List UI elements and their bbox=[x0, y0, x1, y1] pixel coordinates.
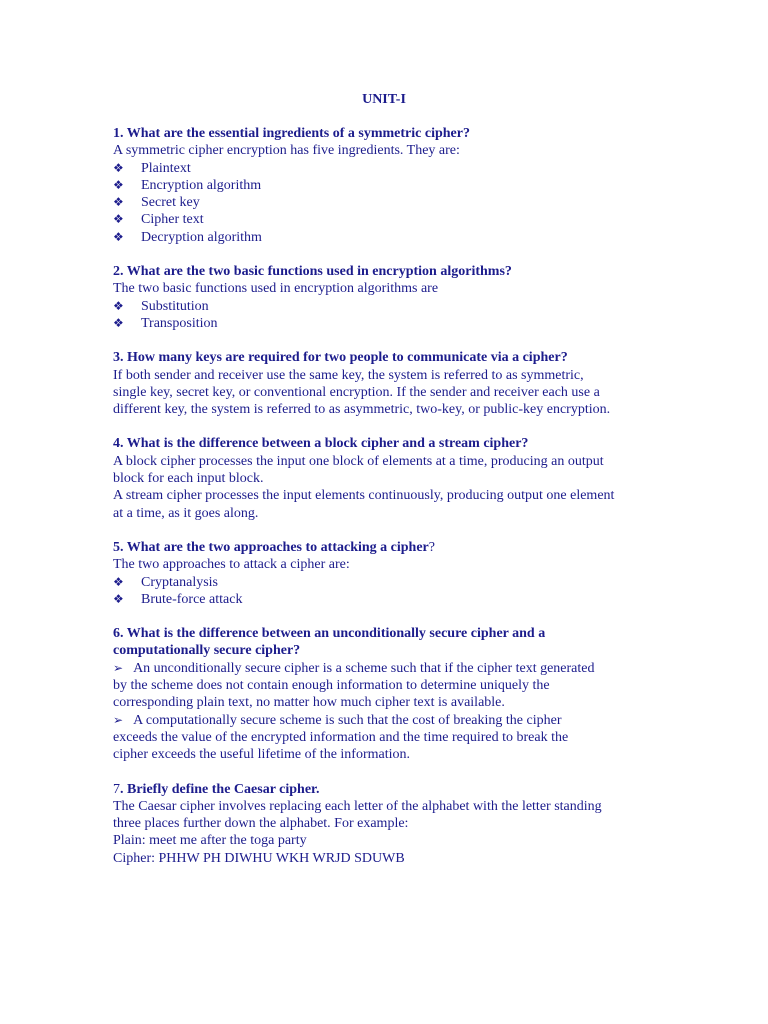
answer-line: by the scheme does not contain enough information to determine uniquely the bbox=[113, 678, 550, 694]
list-item bbox=[113, 194, 673, 211]
question-2-section bbox=[113, 263, 673, 332]
answer-line: cipher exceeds the useful lifetime of the information. bbox=[113, 747, 411, 763]
diamond-bullet-icon: ❖ bbox=[113, 298, 124, 313]
list-item-label: Cryptanalysis bbox=[141, 574, 218, 590]
answer-line: exceeds the value of the encrypted information and the time required to break the bbox=[113, 729, 569, 745]
answer-line: The Caesar cipher involves replacing each letter of the alphabet with the letter standing bbox=[113, 798, 602, 814]
question-3-section bbox=[113, 349, 673, 418]
list-item bbox=[113, 591, 673, 608]
question-3-heading: 3. How many keys are required for two people to communicate via a cipher? bbox=[113, 350, 568, 366]
question-7-number: 7 bbox=[113, 781, 120, 797]
answer-line: block for each input block. bbox=[113, 471, 264, 487]
answer-text: A computationally secure scheme is such that the cost of breaking the cipher bbox=[133, 712, 562, 728]
list-item-label: Substitution bbox=[141, 298, 209, 314]
question-7-text: . Briefly define the Caesar cipher. bbox=[120, 781, 320, 797]
list-item-label: Secret key bbox=[141, 195, 200, 211]
list-item-label: Decryption algorithm bbox=[141, 229, 262, 245]
diamond-bullet-icon: ❖ bbox=[113, 574, 124, 589]
list-item bbox=[113, 160, 673, 177]
answer-line bbox=[113, 660, 673, 677]
answer-line: different key, the system is referred to as asymmetric, two-key, or public-key encryption. bbox=[113, 402, 611, 418]
question-5-text: 5. What are the two approaches to attacking a cipher bbox=[113, 539, 429, 555]
question-1-intro: A symmetric cipher encryption has five ingredients. They are: bbox=[113, 143, 460, 159]
diamond-bullet-icon: ❖ bbox=[113, 591, 124, 606]
list-item-label: Plaintext bbox=[141, 160, 191, 176]
answer-line: A stream cipher processes the input elements continuously, producing output one element bbox=[113, 488, 615, 504]
answer-line: If both sender and receiver use the same key, the system is referred to as symmetric, bbox=[113, 367, 584, 383]
question-6-heading-line2: computationally secure cipher? bbox=[113, 643, 301, 659]
question-5-heading bbox=[113, 539, 673, 556]
question-2-intro: The two basic functions used in encryption algorithms are bbox=[113, 281, 439, 297]
document-body bbox=[113, 125, 673, 884]
answer-line: Cipher: PHHW PH DIWHU WKH WRJD SDUWB bbox=[113, 850, 405, 866]
question-6-section bbox=[113, 625, 673, 763]
question-2-heading: 2. What are the two basic functions used in encryption algorithms? bbox=[113, 264, 512, 280]
answer-text: An unconditionally secure cipher is a scheme such that if the cipher text generated bbox=[133, 660, 595, 676]
answer-line bbox=[113, 712, 673, 729]
arrowhead-bullet-icon: ➢ bbox=[113, 660, 124, 675]
answer-line: single key, secret key, or conventional encryption. If the sender and receiver each use a bbox=[113, 384, 600, 400]
page-title: UNIT-I bbox=[362, 92, 406, 107]
arrowhead-bullet-icon: ➢ bbox=[113, 712, 124, 727]
question-4-heading: 4. What is the difference between a block cipher and a stream cipher? bbox=[113, 436, 529, 452]
list-item-label: Encryption algorithm bbox=[141, 177, 262, 193]
question-1-heading: 1. What are the essential ingredients of a symmetric cipher? bbox=[113, 126, 470, 141]
diamond-bullet-icon: ❖ bbox=[113, 229, 124, 244]
diamond-bullet-icon: ❖ bbox=[113, 195, 124, 210]
answer-line: at a time, as it goes along. bbox=[113, 505, 259, 521]
answer-line: corresponding plain text, no matter how much cipher text is available. bbox=[113, 695, 505, 711]
question-5-mark: ? bbox=[428, 539, 435, 555]
question-5-section bbox=[113, 539, 673, 608]
diamond-bullet-icon: ❖ bbox=[113, 212, 124, 227]
diamond-bullet-icon: ❖ bbox=[113, 315, 124, 330]
list-item bbox=[113, 298, 673, 315]
list-item bbox=[113, 211, 673, 228]
diamond-bullet-icon: ❖ bbox=[113, 177, 124, 192]
question-1-section bbox=[113, 125, 673, 246]
list-item bbox=[113, 574, 673, 591]
question-7-section bbox=[113, 781, 673, 867]
diamond-bullet-icon: ❖ bbox=[113, 160, 124, 175]
list-item bbox=[113, 177, 673, 194]
list-item bbox=[113, 315, 673, 332]
question-7-heading bbox=[113, 781, 673, 798]
list-item-label: Brute-force attack bbox=[141, 591, 243, 607]
list-item bbox=[113, 229, 673, 246]
answer-line: three places further down the alphabet. For example: bbox=[113, 816, 409, 832]
list-item-label: Cipher text bbox=[141, 212, 204, 228]
question-6-heading-line1: 6. What is the difference between an unconditionally secure cipher and a bbox=[113, 626, 546, 642]
list-item-label: Transposition bbox=[141, 315, 218, 331]
answer-line: Plain: meet me after the toga party bbox=[113, 833, 307, 849]
answer-line: A block cipher processes the input one block of elements at a time, producing an output bbox=[113, 453, 604, 469]
question-4-section bbox=[113, 435, 673, 521]
question-5-intro: The two approaches to attack a cipher are: bbox=[113, 557, 350, 573]
